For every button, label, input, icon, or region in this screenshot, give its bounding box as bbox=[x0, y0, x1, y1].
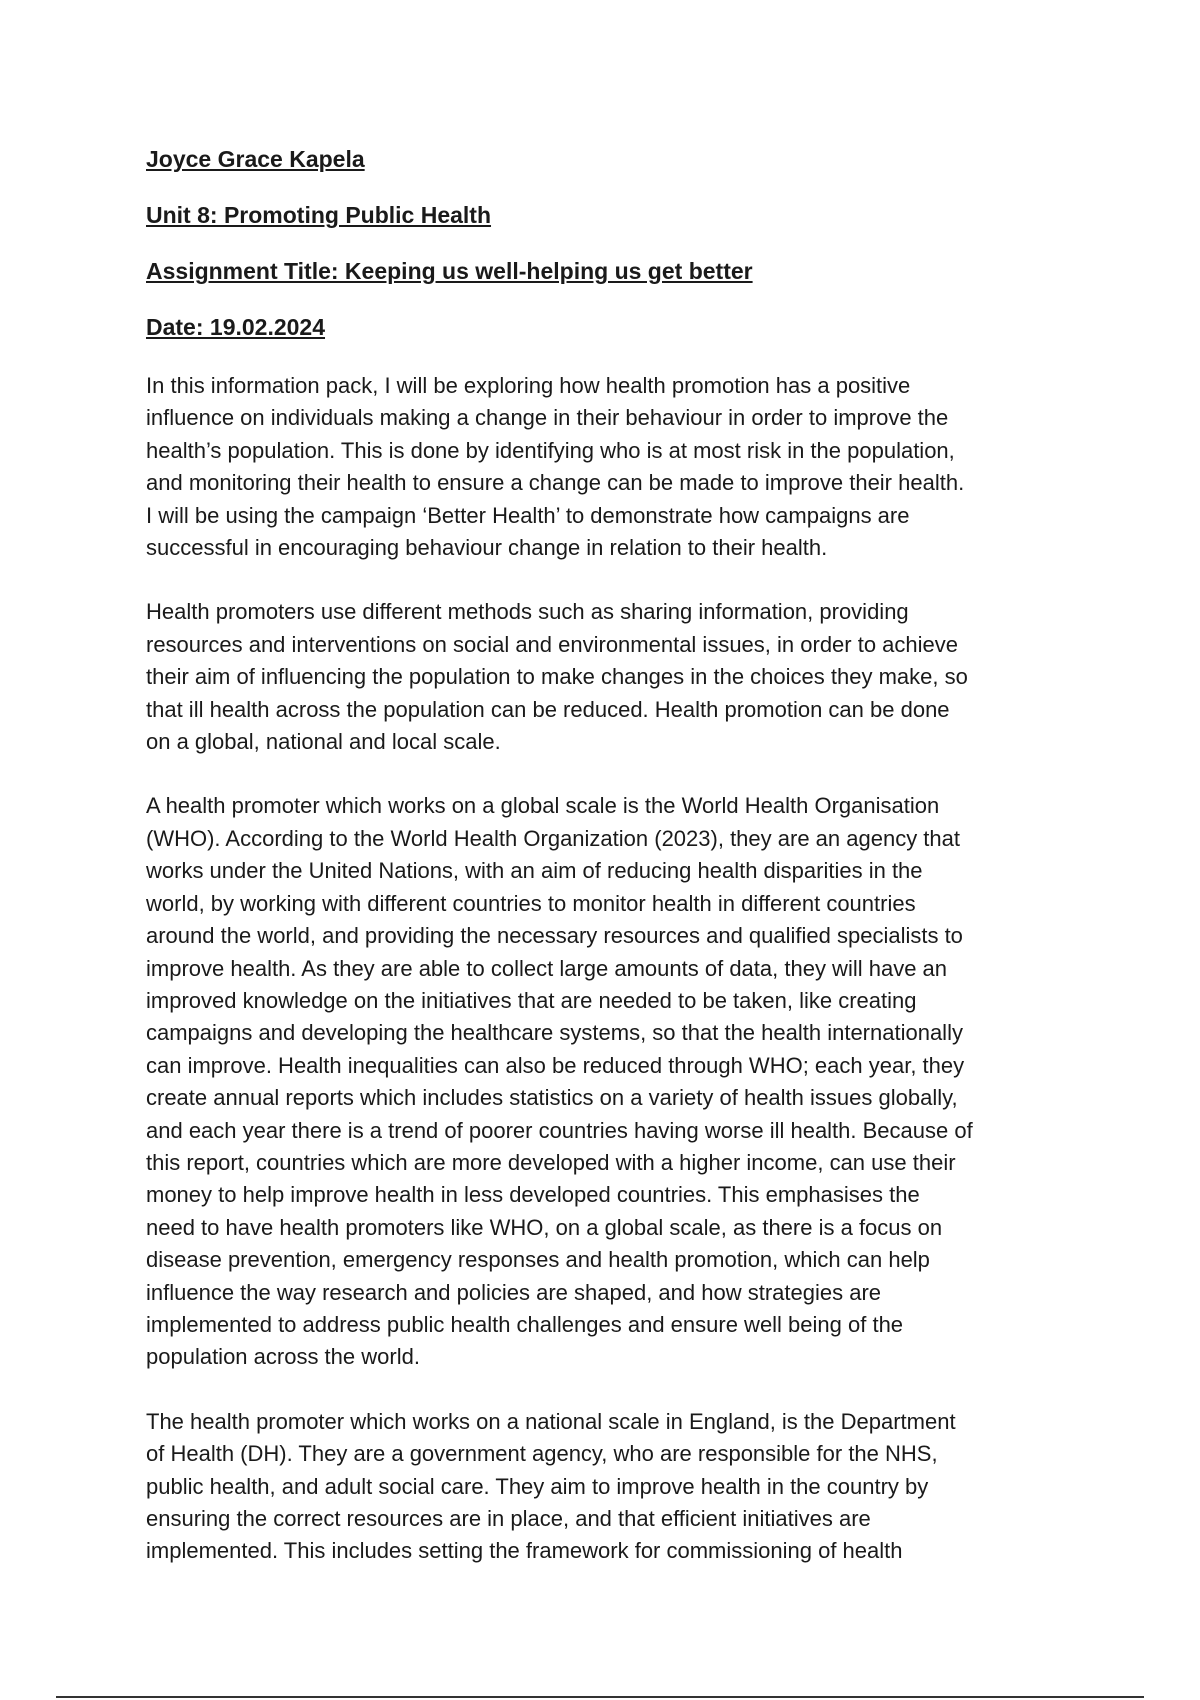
paragraph-line: Health promoters use different methods such as sharing information, providing bbox=[146, 599, 909, 625]
document-content bbox=[146, 144, 1066, 1600]
paragraph-line: world, by working with different countries to monitor health in different countries bbox=[146, 890, 916, 916]
paragraph-line: (WHO). According to the World Health Organization (2023), they are an agency that bbox=[146, 825, 960, 851]
paragraph-line: ensuring the correct resources are in place, and that efficient initiatives are bbox=[146, 1506, 871, 1531]
paragraph-line: public health, and adult social care. They aim to improve health in the country by bbox=[146, 1473, 929, 1499]
unit-title: Unit 8: Promoting Public Health bbox=[146, 202, 492, 228]
paragraph-line: health’s population. This is done by identifying who is at most risk in the population, bbox=[146, 437, 955, 463]
paragraph-line: this report, countries which are more developed with a higher income, can use their bbox=[146, 1149, 956, 1175]
paragraph-line: I will be using the campaign ‘Better Health’ to demonstrate how campaigns are bbox=[146, 502, 910, 528]
paragraph-line: campaigns and developing the healthcare systems, so that the health internationally bbox=[146, 1020, 963, 1046]
page-bottom-divider bbox=[56, 1696, 1144, 1698]
paragraph-line: A health promoter which works on a global scale is the World Health Organisation bbox=[146, 793, 940, 819]
paragraph-line: can improve. Health inequalities can also be reduced through WHO; each year, they bbox=[146, 1052, 965, 1078]
paragraph-line: influence on individuals making a change in their behaviour in order to improve the bbox=[146, 405, 949, 431]
paragraph-line: and monitoring their health to ensure a change can be made to improve their health. bbox=[146, 470, 965, 496]
body-text bbox=[146, 370, 1066, 1568]
paragraph-line: of Health (DH). They are a government agency, who are responsible for the NHS, bbox=[146, 1441, 938, 1467]
paragraph bbox=[146, 1406, 1066, 1568]
paragraph-line: population across the world. bbox=[146, 1344, 420, 1370]
paragraph bbox=[146, 596, 1066, 758]
paragraph-line: disease prevention, emergency responses and health promotion, which can help bbox=[146, 1247, 930, 1273]
paragraph bbox=[146, 790, 1066, 1373]
paragraph-line: implemented to address public health challenges and ensure well being of the bbox=[146, 1311, 904, 1337]
author-name: Joyce Grace Kapela bbox=[146, 146, 365, 172]
paragraph-line: In this information pack, I will be exploring how health promotion has a positive bbox=[146, 373, 911, 398]
paragraph-line: improved knowledge on the initiatives that are needed to be taken, like creating bbox=[146, 987, 917, 1013]
paragraph-line: implemented. This includes setting the framework for commissioning of health bbox=[146, 1538, 903, 1564]
paragraph-line: need to have health promoters like WHO, on a global scale, as there is a focus on bbox=[146, 1214, 943, 1240]
paragraph-line: successful in encouraging behaviour change in relation to their health. bbox=[146, 535, 828, 561]
assignment-title: Assignment Title: Keeping us well-helping us get better bbox=[146, 258, 753, 284]
paragraph-line: works under the United Nations, with an aim of reducing health disparities in the bbox=[146, 858, 923, 884]
paragraph-line: resources and interventions on social and environmental issues, in order to achieve bbox=[146, 631, 959, 657]
paragraph-line: their aim of influencing the population to make changes in the choices they make, so bbox=[146, 664, 968, 690]
paragraph-line: improve health. As they are able to collect large amounts of data, they will have an bbox=[146, 955, 948, 981]
paragraph-line: influence the way research and policies are shaped, and how strategies are bbox=[146, 1279, 882, 1305]
paragraph-line: create annual reports which includes statistics on a variety of health issues globally, bbox=[146, 1085, 958, 1111]
paragraph bbox=[146, 370, 1066, 564]
paragraph-line: The health promoter which works on a national scale in England, is the Department bbox=[146, 1408, 956, 1434]
paragraph-line: around the world, and providing the necessary resources and qualified specialists to bbox=[146, 923, 963, 949]
paragraph-line: and each year there is a trend of poorer countries having worse ill health. Because of bbox=[146, 1117, 973, 1143]
paragraph-line: money to help improve health in less developed countries. This emphasises the bbox=[146, 1182, 920, 1208]
assignment-date: Date: 19.02.2024 bbox=[146, 314, 326, 340]
paragraph-line: that ill health across the population can be reduced. Health promotion can be done bbox=[146, 696, 950, 722]
paragraph-line: on a global, national and local scale. bbox=[146, 729, 501, 755]
